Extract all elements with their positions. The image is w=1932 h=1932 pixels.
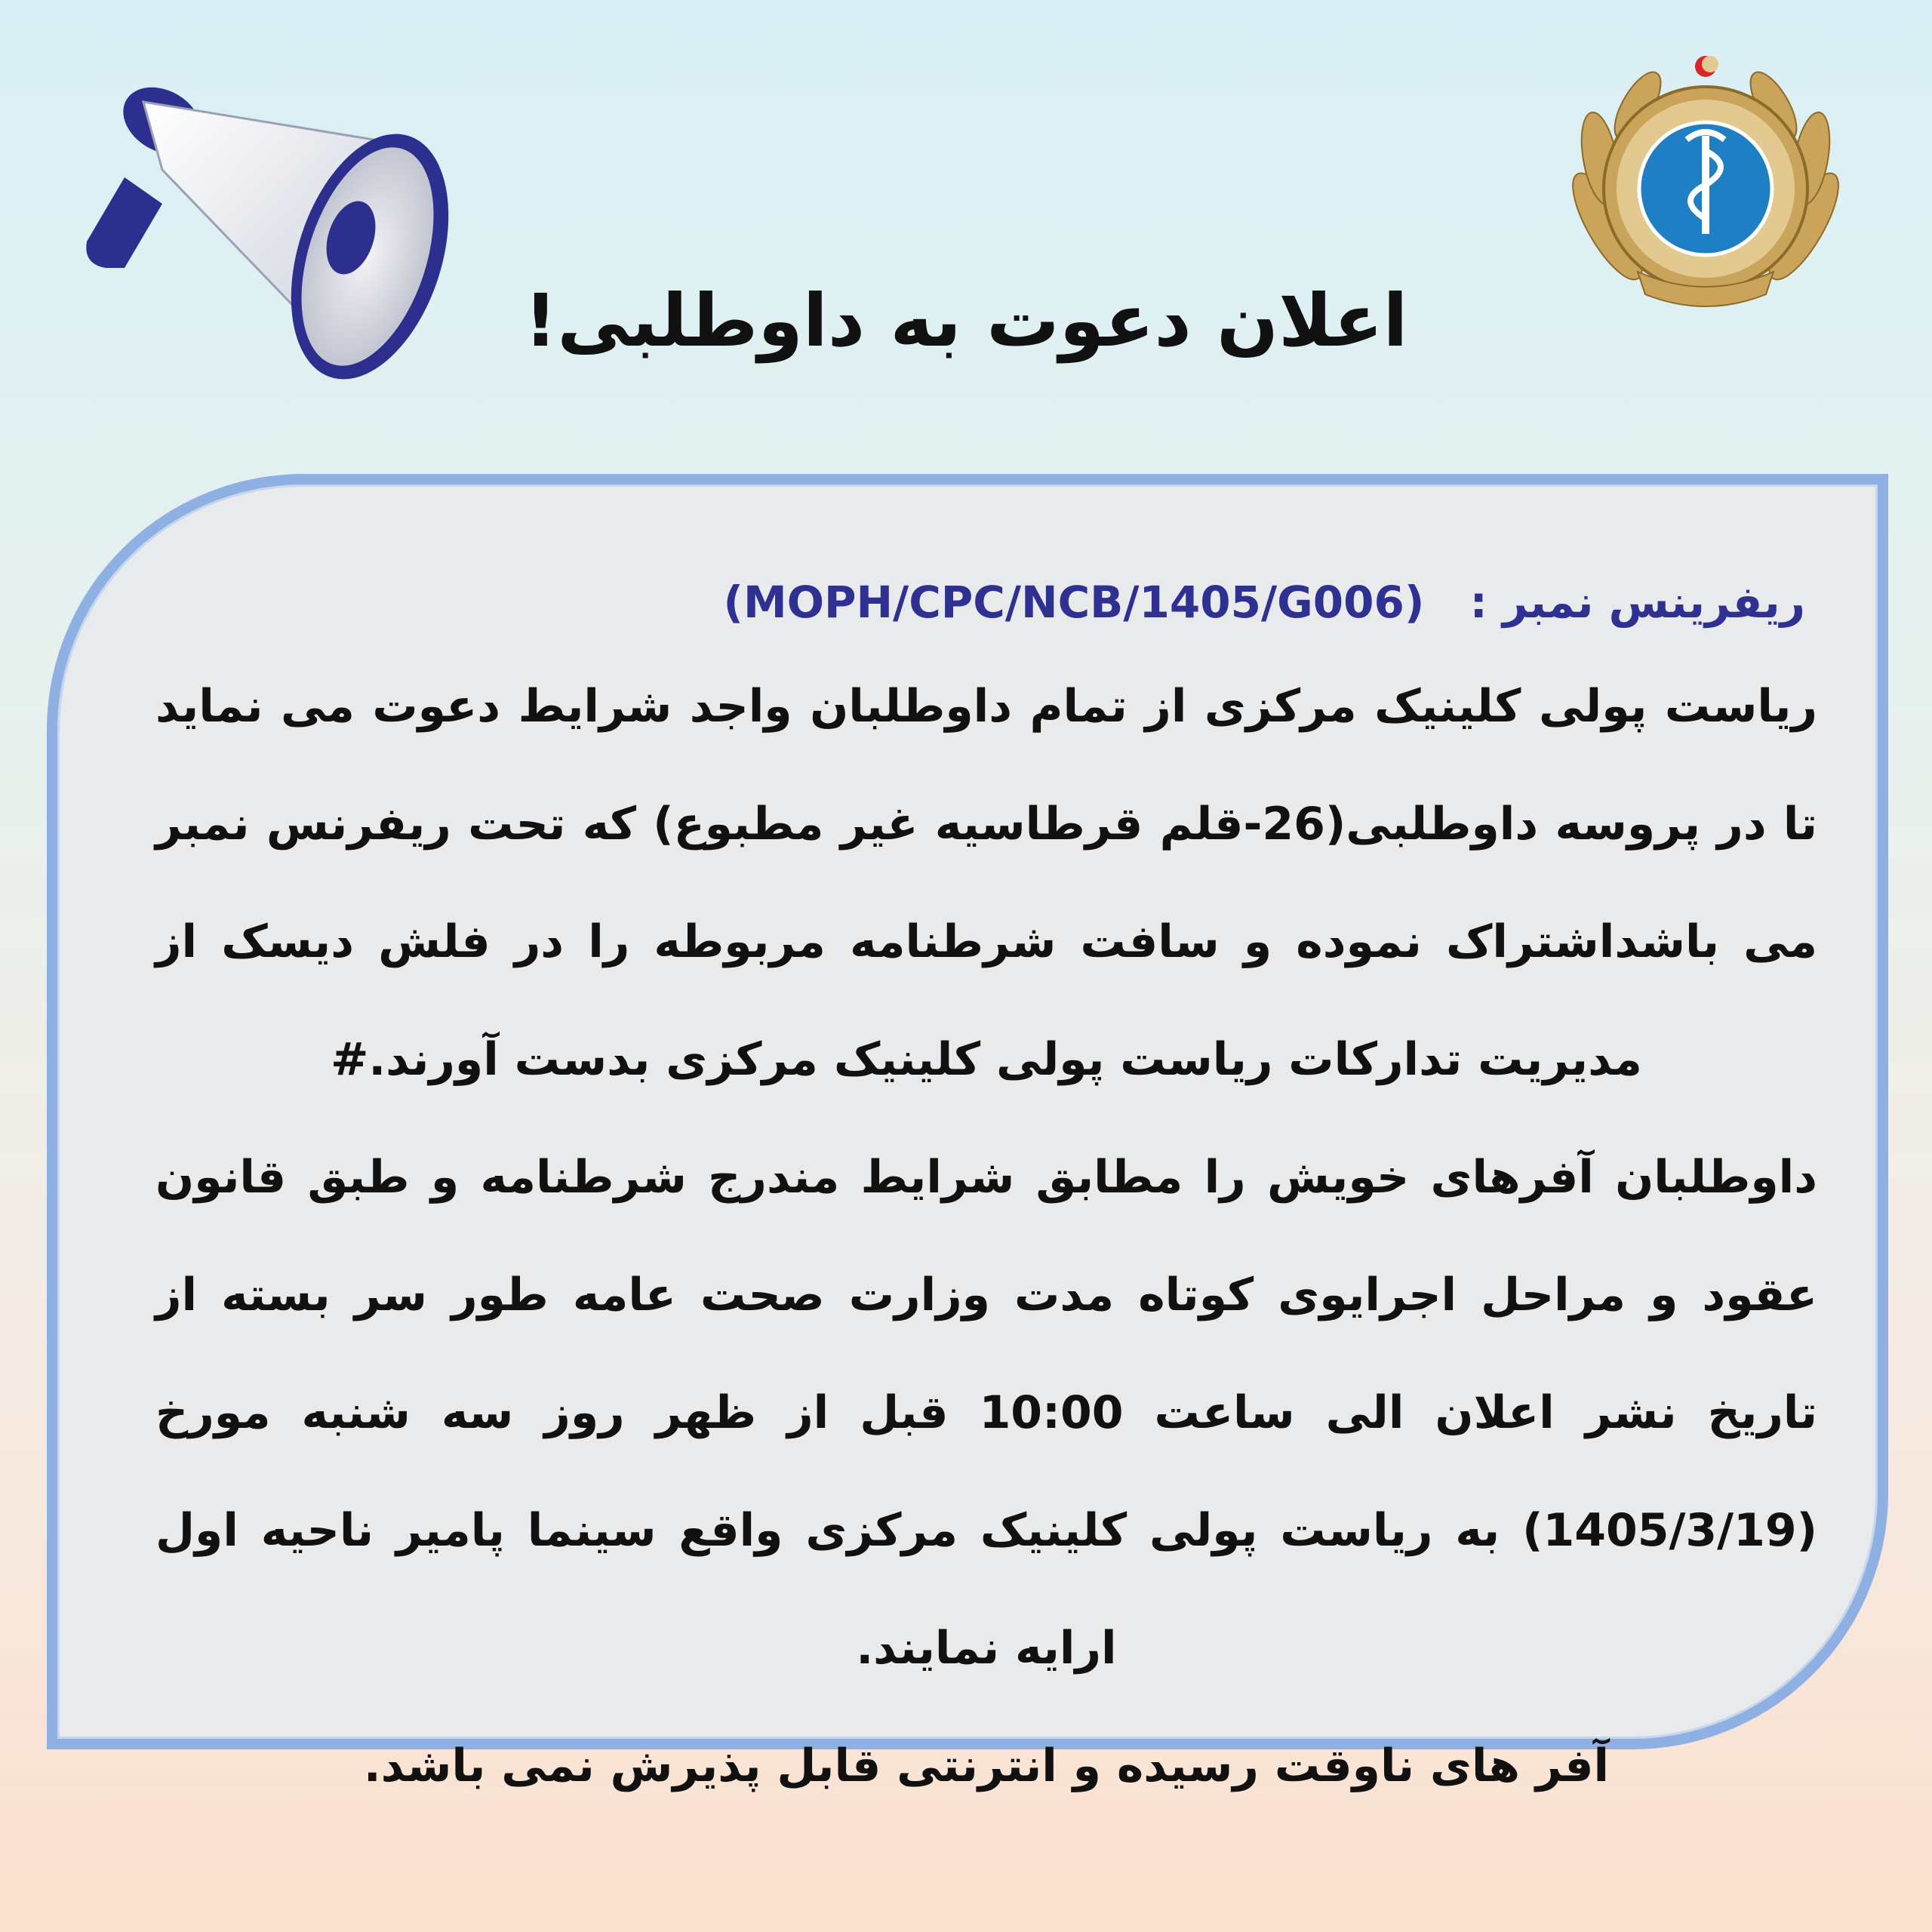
megaphone-icon [72,49,479,396]
paragraph-late-offers: آفر های ناوقت رسیده و انترنتی قابل پذیرش نمی باشد. [363,1740,1610,1792]
ministry-logo [1555,45,1857,377]
reference-line [155,557,1817,648]
ministry-seal-icon [1555,45,1857,377]
reference-code: (MOPH/CPC/NCB/1405/G006) [723,577,1425,628]
paragraph-submission: داوطلبان آفرهای خویش را مطابق شرایط مندرج شرطنامه و طبق قانون عقود و مراحل اجرایوی کوتاه مدت وزارت صحت عامه طور سر بسته از تاریخ نشر اعلان الی ساعت 10:00 قبل از ظهر روز سه شنبه مورخ (1405/3/19) به ریاست پولی کلینیک مرکزی واقع سینما پامیر ناحیه اول ارایه نمایند. [155,1151,1817,1675]
announcement-content [155,557,1817,1825]
page-title: اعلان دعوت به داوطلبی! [524,278,1408,363]
announcement-card [47,474,1888,1792]
reference-label: ریفرینس نمبر : [1469,577,1805,628]
paragraph-invitation: ریاست پولی کلینیک مرکزی از تمام داوطلبان واجد شرایط دعوت می نماید تا در پروسه داوطلبی(26-قلم قرطاسیه غیر مطبوع) که تحت ریفرنس نمبر می باشداشتراک نموده و سافت شرطنامه مربوطه را در فلش دیسک از مدیریت تدارکات ریاست پولی کلینیک مرکزی بدست آورند.# [155,680,1817,1086]
